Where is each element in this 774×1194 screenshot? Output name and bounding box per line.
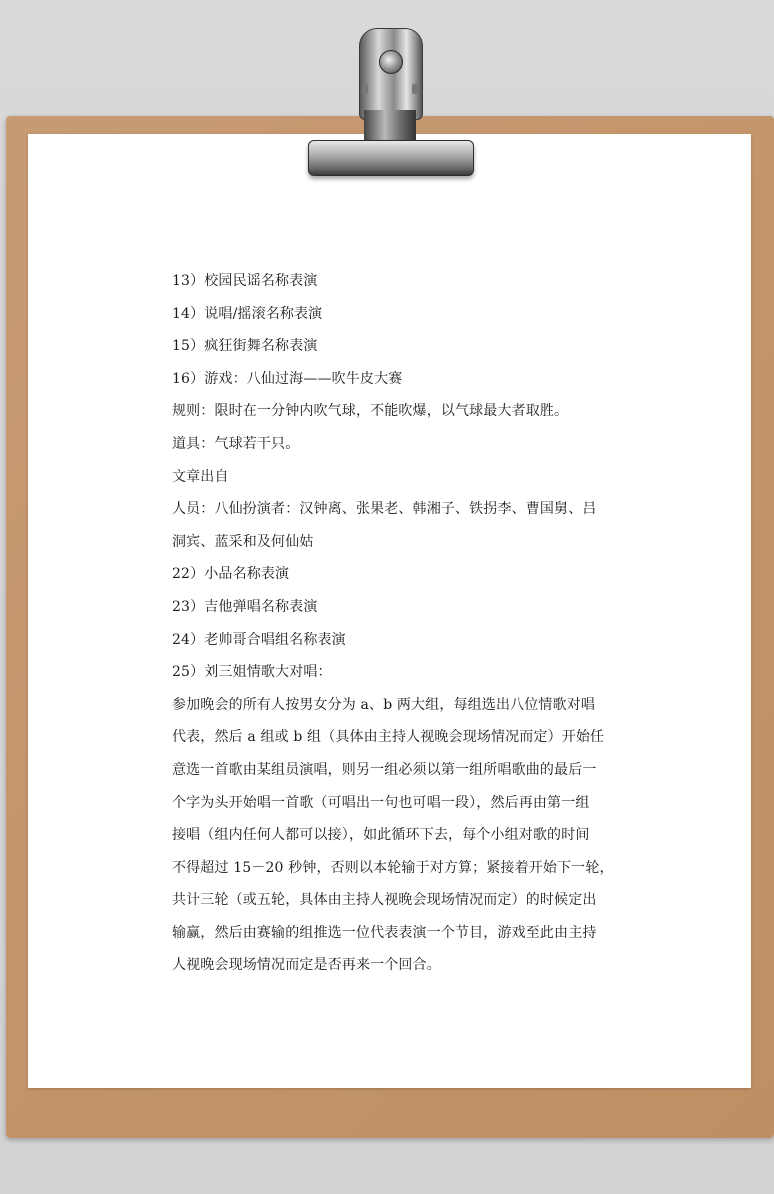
doc-paragraph-line: 共计三轮（或五轮，具体由主持人视晚会现场情况而定）的时候定出 [172, 892, 597, 909]
clip-hinge-right [412, 84, 418, 94]
doc-line-24: 24）老帅哥合唱组名称表演 [172, 631, 346, 648]
doc-paragraph-line: 个字为头开始唱一首歌（可唱出一句也可唱一段），然后再由第一组 [172, 794, 590, 811]
doc-line-rules: 规则：限时在一分钟内吹气球，不能吹爆，以气球最大者取胜。 [172, 403, 569, 420]
binder-clip-icon [300, 22, 480, 178]
clip-lever [359, 28, 423, 120]
clip-hole [379, 50, 403, 74]
doc-line-cast: 人员：八仙扮演者：汉钟离、张果老、韩湘子、铁拐李、曹国舅、吕 [172, 501, 597, 518]
doc-line-23: 23）吉他弹唱名称表演 [172, 598, 318, 615]
clip-base [308, 140, 474, 176]
doc-line-15: 15）疯狂街舞名称表演 [172, 338, 318, 355]
doc-line-25: 25）刘三姐情歌大对唱： [172, 664, 332, 681]
doc-paragraph-line: 输赢，然后由赛输的组推选一位代表表演一个节目，游戏至此由主持 [172, 924, 597, 941]
doc-paragraph-line: 接唱（组内任何人都可以接），如此循环下去，每个小组对歌的时间 [172, 827, 590, 844]
doc-line-14: 14）说唱/摇滚名称表演 [172, 305, 323, 322]
doc-paragraph-line: 意选一首歌由某组员演唱，则另一组必须以第一组所唱歌曲的最后一 [172, 761, 597, 778]
doc-paragraph-line: 参加晚会的所有人按男女分为 a、b 两大组，每组选出八位情歌对唱 [172, 696, 596, 713]
doc-line-source: 文章出自 [172, 468, 229, 485]
doc-line-16: 16）游戏：八仙过海——吹牛皮大赛 [172, 370, 403, 387]
doc-line-cast-cont: 洞宾、蓝采和及何仙姑 [172, 533, 314, 550]
doc-line-22: 22）小品名称表演 [172, 566, 290, 583]
clip-hinge-left [362, 84, 368, 94]
doc-paragraph-line: 不得超过 15－20 秒钟，否则以本轮输于对方算；紧接着开始下一轮， [172, 859, 614, 876]
doc-line-13: 13）校园民谣名称表演 [172, 273, 318, 289]
doc-paragraph-line: 人视晚会现场情况而定是否再来一个回合。 [172, 957, 441, 974]
doc-line-props: 道具：气球若干只。 [172, 435, 300, 452]
doc-paragraph-line: 代表，然后 a 组或 b 组（具体由主持人视晚会现场情况而定）开始任 [172, 729, 605, 746]
document-body [172, 265, 614, 982]
